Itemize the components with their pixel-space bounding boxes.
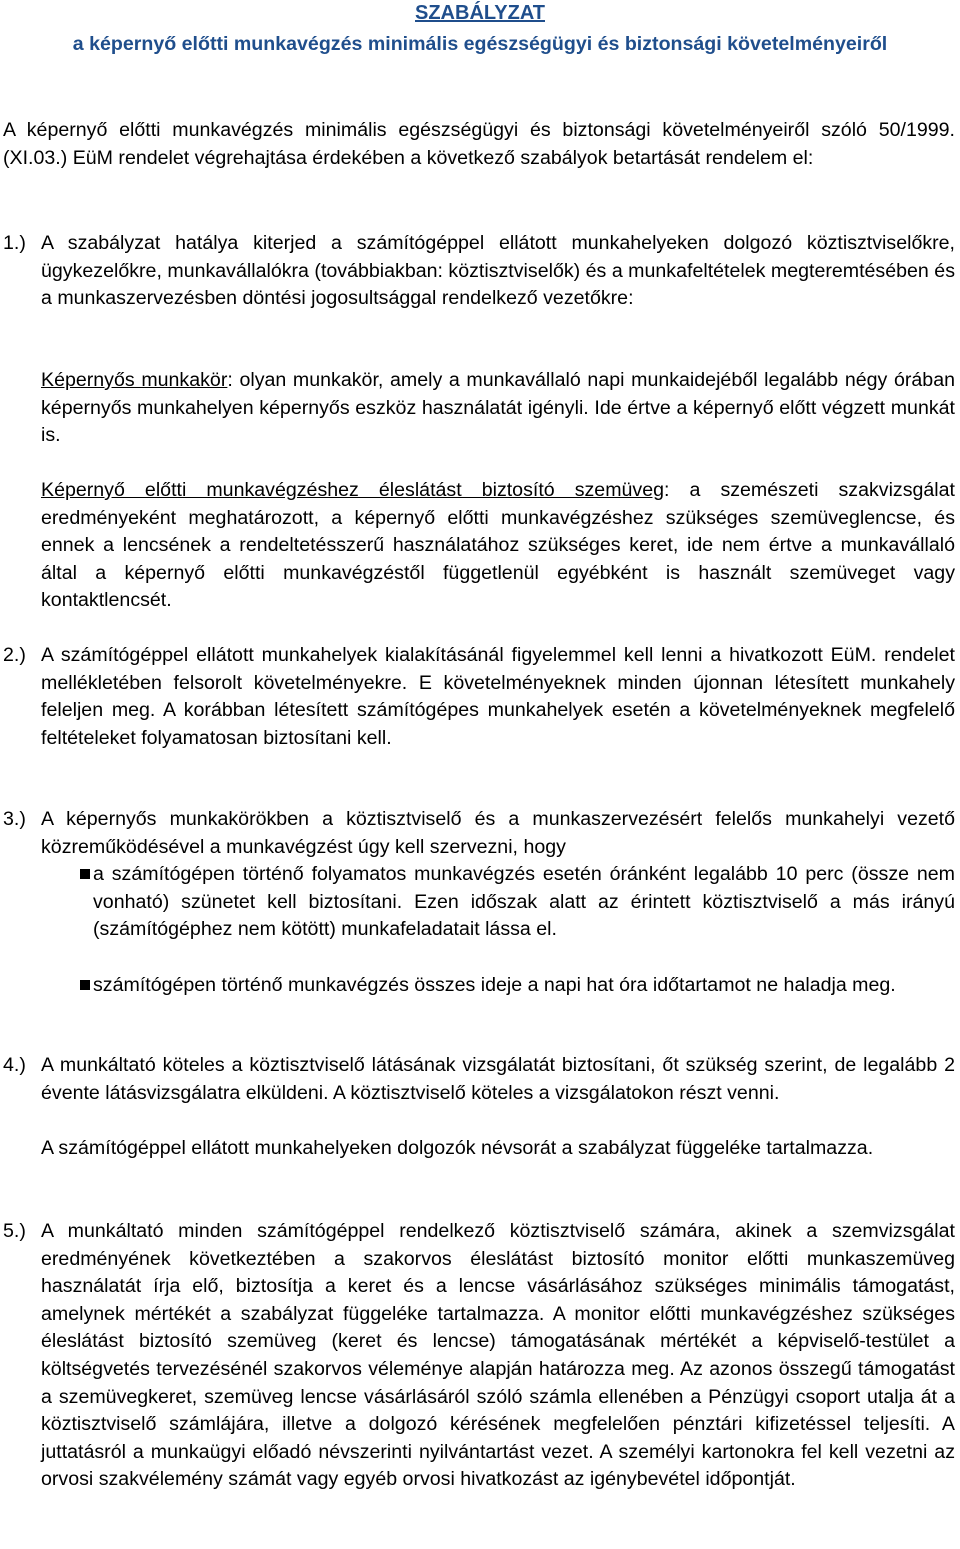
bullet-square-icon bbox=[80, 980, 90, 990]
definition-screen-job bbox=[41, 367, 955, 450]
section-number: 5.) bbox=[3, 1220, 26, 1242]
section-number: 1.) bbox=[3, 232, 26, 254]
section-number: 3.) bbox=[3, 808, 26, 830]
section-text-secondary: A számítógéppel ellátott munkahelyeken dolgozók névsorát a szabályzat függeléke tartalmazza. bbox=[41, 1137, 874, 1159]
bullet-square-icon bbox=[80, 869, 90, 879]
section-number: 2.) bbox=[3, 644, 26, 666]
list-item bbox=[93, 861, 955, 944]
section-text: A képernyős munkakörökben a köztisztviselő és a munkaszervezésért felelős munkahelyi vezető közreműködésével a munkavégzést úgy kell szervezni, hogy bbox=[41, 808, 955, 858]
section-text: A munkáltató köteles a köztisztviselő látásának vizsgálatát biztosítani, őt szükség szerint, de legalább 2 évente látásvizsgálatra elküldeni. A köztisztviselő köteles a vizsgálatokon részt venni. bbox=[41, 1054, 955, 1104]
section-text: A munkáltató minden számítógéppel rendelkező köztisztviselő számára, akinek a szemvizsgálat eredményének következtében a szakorvos éleslátást biztosító monitor előtti munkaszemüveg használatát írja elő, biztosítja a keret és a lencse vásárlásához szükséges minimális támogatást, amelynek mértékét a szabályzat függeléke tartalmazza. A monitor előtti munkavégzéshez szükséges éleslátást biztosító szemüveg (keret és lencse) támogatásának mértékét a képviselő-testület a költségvetés tervezésénél szakorvos véleménye alapján határozza meg. Az azonos összegű támogatást a szemüvegkeret, szemüveg lencse vásárlásáról szóló számla ellenében a Pénzügyi csoport utalja át a köztisztviselő számlájára, illetve a dolgozó kérésének megfelelően pénztári kifizetéssel teljesíti. A juttatásról a munkaügyi előadó névszerinti nyilvántartást vezet. A személyi kartonokra fel kell vezetni az orvosi szakvélemény számát vagy egyéb orvosi hivatkozást az igénybevétel időpontját. bbox=[41, 1220, 955, 1491]
section-text: A szabályzat hatálya kiterjed a számítógéppel ellátott munkahelyeken dolgozó köztisztviselőkre, ügykezelőkre, munkavállalókra (továbbiakban: köztisztviselők) és a munkafeltételek megteremtésében és a munkaszervezésben döntési jogosultsággal rendelkező vezetőkre: bbox=[41, 232, 955, 310]
list-item-text: a számítógépen történő folyamatos munkavégzés esetén óránként legalább 10 perc (össze nem vonható) szünetet kell biztosítani. Ezen időszak alatt az érintett köztisztviselő a más irányú (számítógéphez nem kötött) munkafeladatait lássa el. bbox=[93, 863, 955, 941]
definition-text: : olyan munkakör, amely a munkavállaló napi munkaidejéből legalább négy órában képernyős munkahelyen képernyős eszköz használatát igényli. Ide értve a képernyő előtt végzett munkát is. bbox=[41, 369, 955, 447]
definition-term: Képernyő előtti munkavégzéshez éleslátást biztosító szemüveg bbox=[41, 479, 665, 501]
document-title: SZABÁLYZAT bbox=[415, 2, 545, 24]
definition-term: Képernyős munkakör bbox=[41, 369, 228, 391]
list-item-text: számítógépen történő munkavégzés összes ideje a napi hat óra időtartamot ne haladja meg. bbox=[93, 974, 896, 996]
list-item bbox=[93, 972, 955, 1000]
section-text: A számítógéppel ellátott munkahelyek kialakításánál figyelemmel kell lenni a hivatkozott EüM. rendelet mellékletében felsorolt követelményekre. E követelményeknek minden újonnan létesített munkahely feleljen meg. A korábban létesített számítógépes munkahelyek esetén a követelményeknek megfelelő feltételeket folyamatosan biztosítani kell. bbox=[41, 644, 955, 749]
document-subtitle: a képernyő előtti munkavégzés minimális egészségügyi és biztonsági követelményeiről bbox=[72, 33, 888, 55]
section-number: 4.) bbox=[3, 1054, 26, 1076]
definition-glasses bbox=[41, 477, 955, 615]
intro-paragraph: A képernyő előtti munkavégzés minimális egészségügyi és biztonsági követelményeiről szóló 50/1999.(XI.03.) EüM rendelet végrehajtása érdekében a következő szabályok betartását rendelem el: bbox=[3, 119, 955, 169]
definition-text: : a szemészeti szakvizsgálat eredményeként meghatározott, a képernyő előtti munkavégzéshez szükséges szemüveglencse, és ennek a lencsének a rendeltetésszerű használatához szükséges keret, ide nem értve a munkavállaló által a képernyő előtti munkavégzéstől függetlenül egyébként is használt szemüveget vagy kontaktlencsét. bbox=[41, 479, 955, 612]
